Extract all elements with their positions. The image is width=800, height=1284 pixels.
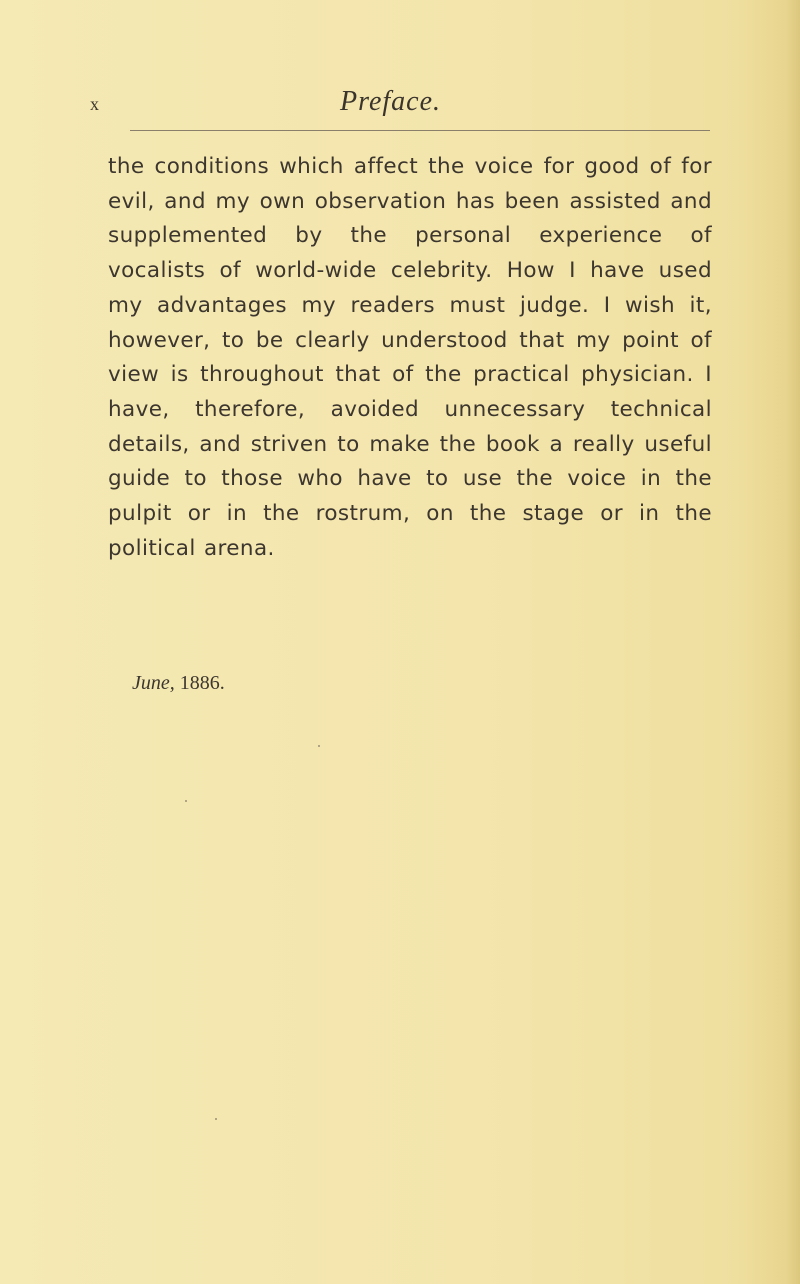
dateline [132,672,225,695]
running-head [90,86,710,126]
body-paragraph: the conditions which affect the voice for good of for evil, and my own observation has been assisted and supplemented by the personal experience of vocalists of world-wide celebrity. How I have used my advantages my readers must judge. I wish it, however, to be clearly understood that my point of view is throughout that of the practical physician. I have, therefore, avoided unnecessary technical details, and striven to make the book a really useful guide to those who have to use the voice in the pulpit or in the rostrum, on the stage or in the political arena. [108,154,712,561]
page-number: x [90,94,100,114]
header-rule [130,130,710,131]
paper-speck [185,800,187,802]
dateline-year: 1886. [179,672,225,694]
running-title: Preface. [340,86,442,117]
page-edge-shadow [786,0,800,1284]
paper-speck [215,1118,217,1120]
paper-speck [318,745,320,747]
dateline-month: June, [132,672,175,694]
